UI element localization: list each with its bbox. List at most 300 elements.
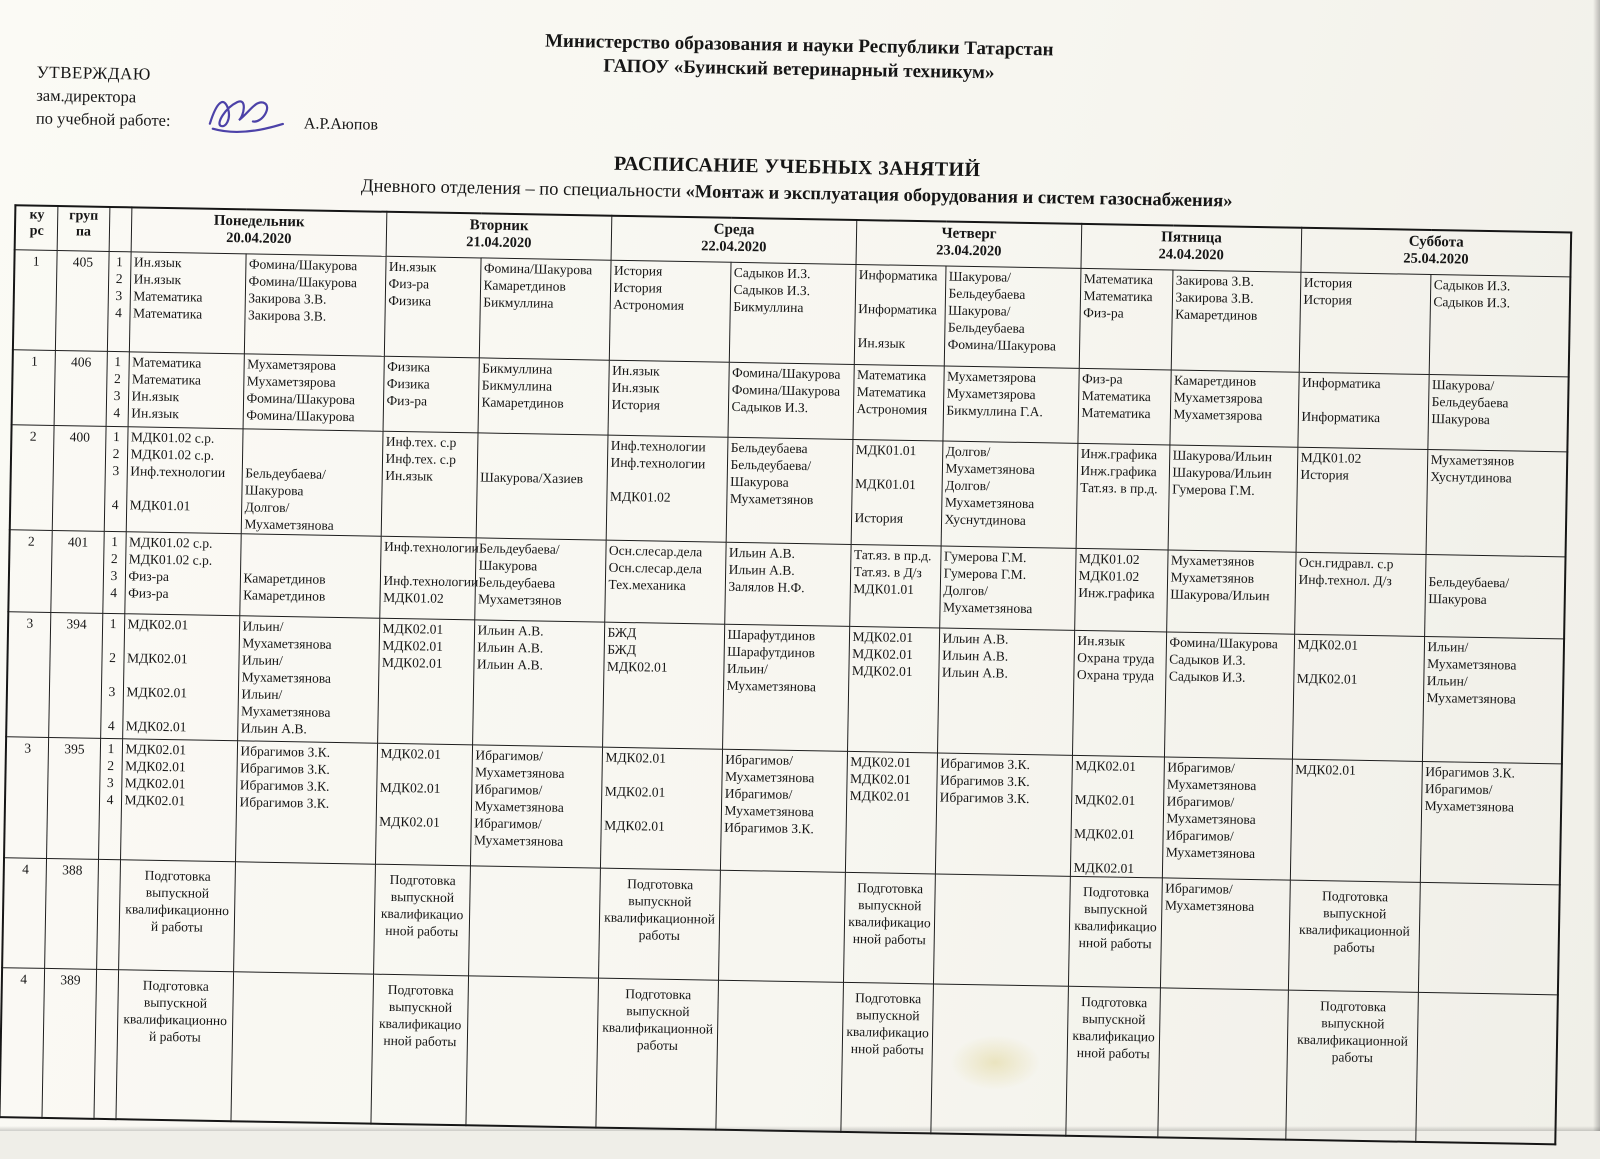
course-value: 4: [20, 971, 28, 987]
teacher-cell: [1166, 549, 1295, 633]
teacher-line: Ильин А.В.: [942, 647, 1009, 664]
subject-line: Охрана труда: [1077, 649, 1155, 666]
subject-line: История: [854, 509, 904, 526]
group-value: 405: [72, 253, 94, 270]
lesson-number: 2: [115, 270, 123, 286]
teacher-cell: [479, 257, 611, 359]
teacher-line: Залялов Н.Ф.: [728, 578, 805, 595]
teacher-line: Камаретдинов: [1175, 306, 1258, 323]
teacher-line: Ильин А.В.: [476, 655, 544, 673]
teacher-line: Бикмуллина: [481, 376, 553, 394]
teacher-line: Бикмуллина Г.А.: [946, 402, 1043, 419]
teacher-line: Ибрагимов/: [1165, 879, 1233, 897]
subject-cell: [595, 978, 718, 1130]
subject-line: [1074, 841, 1160, 859]
teacher-line: Фомина/Шакурова: [246, 389, 356, 407]
subject-line: История: [1303, 291, 1353, 308]
subject-line: Инф.технологии: [610, 454, 706, 471]
lesson-numbers-cell: [93, 969, 118, 1119]
header-lesson-number: [109, 207, 132, 251]
teacher-cell: [470, 744, 602, 867]
subject-line: Математика: [1083, 287, 1153, 304]
subject-line: МДК02.01: [1075, 757, 1137, 774]
subject-line: МДК01.01: [129, 496, 191, 513]
teacher-line: Мухаметзянов: [1170, 552, 1255, 569]
teacher-line: Ибрагимов З.К.: [240, 759, 330, 777]
subject-line: Ин.язык: [385, 467, 433, 484]
course-value: 1: [30, 353, 38, 369]
teacher-cell: [472, 619, 604, 746]
subject-line: Математика: [132, 353, 202, 371]
subject-line: [858, 283, 942, 301]
final-work-text: Подготовка выпускной квалификационной работы: [1298, 887, 1411, 955]
teacher-line: [480, 451, 604, 470]
scan-edge-bottom: [0, 1126, 1600, 1131]
teacher-line: Мухаметзянова: [473, 831, 564, 849]
subject-cell: [843, 872, 935, 984]
subject-line: МДК01.02 с.р.: [130, 445, 215, 463]
subject-line: МДК02.01: [604, 783, 666, 800]
teacher-line: Бикмуллина: [482, 359, 553, 377]
lesson-number: 1: [109, 615, 117, 631]
teacher-line: Шарафутдинов: [727, 643, 816, 660]
subject-line: Инф.тех. с.р: [385, 450, 457, 467]
teacher-line: Шакурова/Хазиев: [480, 468, 584, 486]
teacher-line: Шакурова/: [948, 268, 1012, 285]
scan-edge-right: [1593, 0, 1600, 1131]
subject-line: Ин.язык: [1077, 632, 1126, 649]
teacher-cell: [718, 870, 845, 982]
subject-line: МДК02.01: [1074, 791, 1136, 808]
lesson-numbers-cell: [100, 613, 124, 738]
teacher-line: Ибрагимов/: [474, 780, 543, 798]
course-cell: [2, 857, 46, 968]
teacher-line: Шакурова/Ильин: [1172, 464, 1272, 481]
lesson-number: 1: [112, 428, 120, 444]
teacher-line: Ильин/: [1426, 672, 1468, 689]
teacher-line: Садыков И.З.: [733, 281, 811, 298]
subject-line: Физика: [386, 375, 430, 392]
subject-cell: [847, 626, 939, 753]
teacher-line: Ибрагимов/: [475, 746, 544, 764]
subject-line: Математика: [132, 304, 203, 322]
lesson-number: 4: [115, 304, 123, 320]
subject-line: МДК02.01: [1296, 670, 1358, 687]
teacher-line: Мухаметзянова: [726, 677, 817, 694]
header-group-line1: груп: [69, 208, 99, 224]
teacher-line: Ильин/: [1427, 638, 1469, 655]
teacher-line: Мухаметзянова: [241, 702, 331, 720]
teacher-cell: [474, 537, 605, 621]
teacher-line: Бельдеубаева: [1431, 393, 1509, 410]
teacher-line: Шарафутдинов: [727, 626, 816, 643]
subject-cell: [1288, 880, 1420, 992]
subject-line: Астрономия: [856, 400, 928, 417]
subject-cell: [1292, 634, 1424, 761]
teacher-line: Фомина/Шакурова: [947, 336, 1057, 353]
teacher-line: Ильин А.В.: [728, 544, 796, 561]
teacher-line: Мухаметзянова: [942, 599, 1033, 616]
lesson-number: 3: [108, 683, 116, 699]
group-cell: [55, 250, 109, 351]
teacher-cell: [1168, 444, 1298, 551]
teacher-cell: [715, 980, 843, 1132]
lesson-numbers-cell: [102, 531, 125, 613]
subject-line: Физ-ра: [386, 392, 428, 409]
course-cell: [4, 736, 48, 858]
group-cell: [54, 350, 107, 426]
teacher-line: Садыков И.З.: [1168, 668, 1246, 685]
teacher-line: Ильин А.В.: [942, 630, 1009, 647]
teacher-line: Хуснутдинова: [1430, 468, 1512, 485]
teacher-line: Ильин/: [241, 685, 283, 702]
subject-cell: [1068, 876, 1162, 988]
institution-line: ГАПОУ «Буинский ветеринарный техникум»: [603, 55, 995, 84]
teacher-line: Ибрагимов/: [1424, 780, 1493, 797]
lesson-number: 3: [106, 774, 114, 790]
teacher-line: Бельдеубаева/: [730, 456, 812, 473]
signature-ink-icon: [203, 90, 296, 145]
subject-line: МДК01.02: [1078, 550, 1140, 567]
final-work-text: Подготовка выпускной квалификационной работы: [378, 981, 462, 1049]
subject-cell: [598, 868, 720, 980]
subject-cell: [600, 747, 722, 870]
subject-line: МДК02.01: [382, 637, 444, 654]
schedule-body: [0, 249, 1570, 1144]
day-name: Четверг: [941, 225, 997, 243]
ministry-line: Министерство образования и науки Республики Татарстан: [544, 30, 1054, 61]
subject-line: Инж.графика: [1078, 584, 1155, 601]
teacher-line: Ибрагимов З.К.: [239, 776, 330, 794]
day-date: 23.04.2020: [936, 242, 1002, 260]
teacher-cell: [468, 865, 600, 977]
subject-cell: [381, 431, 478, 538]
lesson-number: 4: [113, 404, 121, 420]
group-cell: [48, 612, 102, 738]
subject-cell: [1285, 990, 1418, 1142]
subject-line: МДК02.01: [850, 753, 912, 770]
subject-line: Осн.слесар.дела: [608, 542, 703, 559]
subject-line: Информатика: [858, 300, 937, 317]
subject-cell: [118, 859, 235, 971]
header-course-line1: ку: [29, 207, 45, 223]
subject-line: МДК02.01: [605, 749, 667, 766]
lesson-number: 3: [112, 462, 120, 478]
teacher-line: Ибрагимов/: [724, 785, 793, 802]
subject-line: МДК02.01: [379, 779, 441, 796]
subject-line: Тех.механика: [608, 576, 686, 593]
subject-line: [126, 700, 235, 719]
teacher-cell: [230, 971, 373, 1123]
teacher-line: Мухаметзярова: [247, 355, 337, 373]
subject-cell: [120, 738, 237, 861]
subtitle-prefix: Дневного отделения – по специальности: [360, 176, 686, 202]
subject-line: [610, 470, 724, 489]
subject-line: МДК02.01: [126, 683, 188, 700]
teacher-line: Долгов/: [945, 443, 991, 459]
teacher-line: Ибрагимов/: [474, 814, 542, 832]
teacher-line: Фомина/Шакурова: [731, 381, 841, 399]
teacher-cell: [235, 740, 377, 863]
teacher-cell: [1169, 369, 1298, 446]
teacher-line: Мухаметзярова: [946, 368, 1037, 385]
teacher-line: Фомина/Шакурова: [732, 364, 841, 382]
subject-line: [605, 765, 719, 784]
course-cell: [6, 611, 50, 737]
header-course: [15, 205, 58, 250]
subject-line: Ин.язык: [131, 404, 179, 421]
subject-cell: [608, 360, 729, 437]
subject-cell: [128, 351, 244, 428]
teacher-cell: [722, 624, 849, 751]
teacher-line: Шакурова: [730, 473, 789, 490]
subject-cell: [377, 618, 474, 745]
subject-line: МДК01.01: [855, 441, 917, 458]
teacher-line: Ибрагимов/: [1167, 758, 1235, 776]
subject-cell: [845, 751, 937, 874]
subject-line: [379, 795, 468, 814]
subject-line: Осн.слесар.дела: [608, 559, 703, 576]
teacher-line: Ибрагимов З.К.: [239, 793, 330, 811]
subject-cell: [383, 356, 479, 433]
lesson-numbers-cell: [98, 738, 122, 859]
teacher-line: Ибрагимов З.К.: [940, 755, 1031, 772]
subject-cell: [1076, 443, 1170, 550]
teacher-line: Мухаметзянова: [474, 797, 564, 815]
teacher-line: Шакурова/: [1431, 376, 1495, 393]
subject-line: Математика: [1081, 387, 1152, 404]
header-group-line2: па: [75, 224, 92, 240]
day-name: Понедельник: [213, 212, 305, 231]
group-cell: [46, 737, 100, 859]
subject-cell: [1072, 630, 1166, 757]
subject-line: МДК01.02 с.р.: [130, 428, 215, 446]
teacher-line: Бельдеубаева: [947, 319, 1025, 336]
subject-line: История: [613, 279, 663, 296]
day-date: 25.04.2020: [1403, 250, 1469, 268]
subject-line: МДК02.01: [125, 717, 187, 734]
subject-line: МДК02.01: [381, 654, 443, 671]
group-value: 395: [64, 740, 85, 757]
lesson-numbers-cell: [104, 426, 128, 531]
teacher-line: Камаретдинов: [483, 276, 566, 294]
subject-line: Информатика: [1301, 408, 1381, 425]
subject-line: Охрана труда: [1076, 666, 1155, 683]
subject-line: Информатика: [1301, 374, 1381, 391]
final-work-text: Подготовка выпускной квалификационной работы: [380, 871, 464, 939]
approval-block: [36, 61, 172, 132]
teacher-cell: [728, 362, 854, 439]
subject-line: Инф.технол. Д/з: [1298, 571, 1392, 588]
group-cell: [44, 858, 98, 969]
subject-cell: [1070, 755, 1164, 878]
subject-line: История: [1300, 466, 1349, 483]
subject-line: Ин.язык: [611, 379, 660, 396]
day-name: Суббота: [1408, 233, 1464, 251]
teacher-line: Закирова З.В.: [247, 306, 327, 324]
subject-line: Математика: [133, 287, 203, 305]
teacher-line: Мухаметзянова: [242, 634, 332, 652]
teacher-cell: [930, 983, 1068, 1135]
subject-line: Осн.гидравл. с.р: [1298, 554, 1394, 571]
subject-line: История: [1303, 274, 1353, 291]
subject-line: Математика: [856, 366, 927, 383]
teacher-line: Мухаметзярова: [246, 372, 336, 390]
subject-line: МДК02.01: [1295, 761, 1357, 778]
final-work-text: Подготовка выпускной квалификационной работы: [123, 977, 228, 1045]
teacher-line: Мухаметзянов: [1170, 569, 1255, 586]
subject-line: МДК02.01: [1297, 636, 1359, 653]
teacher-cell: [941, 441, 1078, 548]
teacher-line: Гумерова Г.М.: [1172, 481, 1255, 498]
subject-line: Физика: [387, 358, 431, 375]
subject-line: [855, 458, 939, 476]
schedule-title: РАСПИСАНИЕ УЧЕБНЫХ ЗАНЯТИЙ: [613, 152, 981, 182]
teacher-line: Закирова З.В.: [1175, 289, 1254, 306]
subject-line: Ин.язык: [133, 270, 182, 287]
subject-line: МДК02.01: [126, 649, 188, 666]
teacher-line: Мухаметзянова: [724, 768, 815, 785]
teacher-cell: [942, 366, 1078, 443]
teacher-line: Шакурова/Ильин: [1170, 586, 1270, 603]
subject-line: Ин.язык: [612, 362, 660, 379]
teacher-line: Мухаметзянова: [244, 515, 334, 533]
teacher-line: Мухаметзянова: [1166, 775, 1257, 793]
subject-line: Физ-ра: [128, 567, 170, 584]
subject-line: [1297, 652, 1421, 671]
course-value: 1: [32, 253, 40, 269]
teacher-line: Камаретдинов: [243, 569, 326, 587]
teacher-line: Бикмуллина: [733, 298, 804, 315]
teacher-cell: [1427, 374, 1568, 451]
teacher-cell: [1422, 636, 1564, 763]
teacher-cell: [1171, 270, 1301, 372]
subject-line: МДК02.01: [849, 770, 911, 787]
teacher-line: Мухаметзянов: [478, 590, 562, 608]
final-work-text: Подготовка выпускной квалификационной работы: [1072, 993, 1155, 1061]
subject-cell: [1296, 447, 1428, 554]
subject-line: МДК02.01: [124, 791, 186, 808]
final-work-text: Подготовка выпускной квалификационной работы: [848, 879, 931, 947]
lesson-number: 3: [115, 287, 123, 303]
teacher-cell: [933, 873, 1070, 985]
teacher-line: Шакурова: [1431, 410, 1490, 427]
teacher-line: Ибрагимов З.К.: [1425, 763, 1516, 781]
teacher-cell: [243, 353, 384, 430]
subject-line: [1075, 773, 1161, 791]
subject-cell: [849, 544, 940, 628]
course-value: 4: [22, 861, 30, 877]
subject-line: [604, 799, 718, 818]
teacher-line: Мухаметзянов: [1430, 451, 1515, 468]
subject-line: МДК02.01: [1073, 859, 1135, 876]
teacher-line: Ибрагимов З.К.: [240, 742, 331, 760]
subject-line: МДК02.01: [1074, 825, 1135, 842]
subject-line: МДК02.01: [380, 745, 442, 762]
header-day-tuesday: [386, 212, 612, 260]
teacher-cell: [241, 428, 383, 535]
teacher-line: Шакурова: [478, 556, 538, 573]
teacher-line: Ибрагимов З.К.: [939, 789, 1030, 806]
subject-cell: [115, 969, 233, 1121]
teacher-cell: [244, 253, 386, 355]
subject-cell: [126, 426, 243, 533]
lesson-number: 4: [107, 717, 115, 733]
teacher-cell: [720, 749, 847, 872]
group-cell: [41, 968, 96, 1119]
lesson-number: 2: [107, 757, 115, 773]
final-work-text: Подготовка выпускной квалификационной работы: [604, 875, 716, 943]
schedule-table: [0, 204, 1572, 1145]
subtitle-specialty: «Монтаж и эксплуатация оборудования и систем газоснабжения»: [685, 181, 1233, 212]
subject-cell: [1294, 552, 1425, 636]
subject-line: МДК02.01: [604, 817, 665, 834]
subject-line: Математика: [1081, 404, 1151, 421]
subject-line: История: [613, 262, 663, 279]
subject-cell: [1065, 986, 1160, 1138]
subject-line: Тат.яз. в Д/з: [853, 563, 922, 580]
teacher-line: Фомина/Шакурова: [483, 259, 593, 277]
header-course-line2: рс: [29, 223, 44, 239]
teacher-line: Ильин А.В.: [477, 638, 544, 656]
teacher-cell: [239, 533, 380, 617]
lesson-numbers-cell: [96, 859, 120, 969]
subject-line: Тат.яз. в пр.д.: [1080, 479, 1158, 496]
schedule-row: [0, 967, 1558, 1144]
teacher-line: Камаретдинов: [1173, 372, 1257, 389]
subject-line: История: [611, 396, 661, 413]
subject-cell: [124, 531, 240, 615]
course-cell: [12, 349, 55, 425]
course-cell: [8, 529, 51, 612]
subject-cell: [840, 982, 933, 1134]
teacher-line: Гумерова Г.М.: [943, 565, 1027, 582]
teacher-line: Садыков И.З.: [1169, 651, 1246, 668]
teacher-cell: [939, 545, 1075, 629]
subject-line: Ин.язык: [388, 258, 437, 275]
subject-line: Математика: [131, 370, 202, 388]
signer-name: А.Р.Аюпов: [303, 115, 379, 134]
subject-line: МДК02.01: [127, 615, 189, 632]
teacher-cell: [935, 752, 1072, 875]
subject-line: Инф.технологии: [383, 538, 480, 555]
teacher-line: Шакурова/: [948, 302, 1011, 319]
teacher-line: Камаретдинов: [243, 586, 326, 604]
subject-line: [130, 479, 239, 498]
subject-line: [380, 761, 469, 780]
teacher-line: Ибрагимов/: [725, 751, 794, 768]
subject-line: МДК02.01: [125, 757, 186, 774]
teacher-line: Мухаметзянова: [724, 802, 814, 819]
teacher-cell: [1157, 987, 1288, 1139]
teacher-line: Долгов/: [244, 498, 290, 515]
group-cell: [52, 425, 106, 531]
lesson-number: 2: [109, 649, 117, 665]
teacher-line: Фомина/Шакурова: [248, 272, 358, 290]
final-work-text: Подготовка выпускной квалификационной работы: [1074, 883, 1157, 951]
lesson-number: 2: [113, 370, 121, 386]
lesson-number: 4: [111, 496, 119, 512]
lesson-number: 2: [110, 550, 118, 566]
teacher-line: Садыков И.З.: [1433, 293, 1511, 310]
subject-line: Информатика: [858, 266, 938, 283]
lesson-number: 1: [111, 533, 119, 549]
teacher-cell: [724, 542, 850, 626]
subject-line: Физика: [388, 292, 432, 309]
subject-line: МДК02.01: [852, 628, 914, 645]
subject-cell: [122, 613, 239, 740]
subject-line: МДК02.01: [851, 662, 913, 679]
